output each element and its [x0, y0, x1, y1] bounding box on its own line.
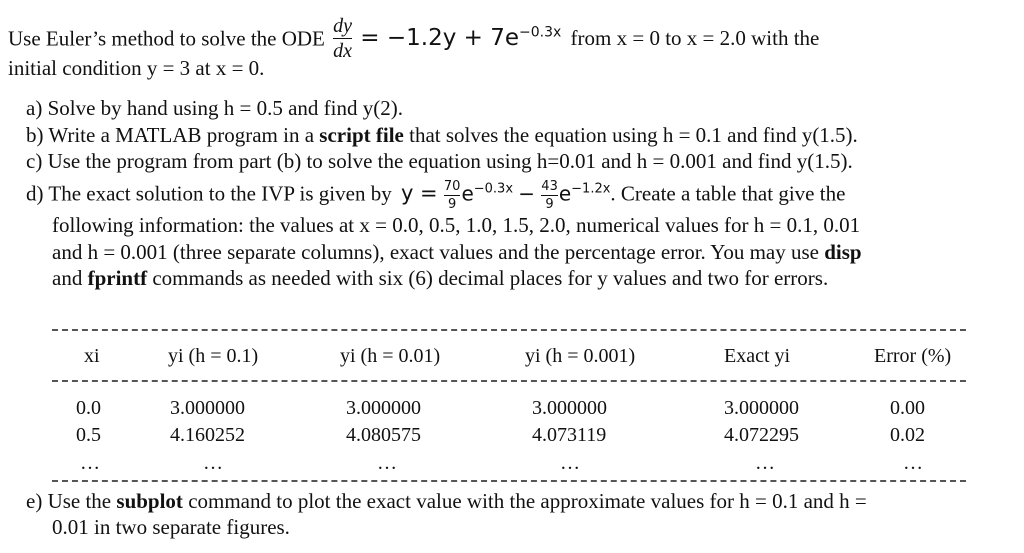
ode-rhs: = $-1.2y + 7e^{-0.3x}$: [360, 24, 562, 52]
intro-text: Use Euler’s method to solve the ODE: [8, 26, 325, 51]
table-cell: 4.072295: [724, 424, 799, 446]
fraction-70-9: $\frac{70}{9}$: [443, 179, 461, 212]
part-c: c) Use the program from part (b) to solve the equation using h=0.01 and h = 0.001 and find y(1.5).: [26, 149, 853, 173]
table-cell: …: [203, 452, 223, 474]
table-bottom-rule: [52, 480, 966, 482]
dx-denominator: dx: [333, 40, 353, 62]
col-header-xi: xi: [84, 345, 100, 367]
part-e-line-2: 0.01 in two separate figures.: [52, 515, 290, 539]
col-header-exact: Exact yi: [724, 345, 791, 367]
table-cell: 0.0: [76, 397, 101, 419]
table-cell: 4.073119: [532, 424, 607, 446]
table-cell: 3.000000: [170, 397, 245, 419]
fraction-43-9: $\frac{43}{9}$: [541, 179, 558, 212]
table-cell: 0.02: [890, 424, 925, 446]
col-header-h0001: yi (h = 0.001): [525, 345, 636, 367]
table-cell: …: [755, 452, 775, 474]
table-cell: …: [377, 452, 397, 474]
dy-numerator: dy: [333, 15, 353, 37]
table-cell: 4.160252: [170, 424, 245, 446]
table-cell: 0.5: [76, 424, 101, 446]
table-header-rule: [52, 380, 966, 382]
part-e-line-1: e) Use the subplot command to plot the exact value with the approximate values for h = 0.1 and h =: [26, 489, 867, 513]
intro-range: from x = 0 to x = 2.0 with the: [570, 26, 820, 51]
table-cell: 0.00: [890, 397, 925, 419]
part-a: a) Solve by hand using h = 0.5 and find y(2).: [26, 96, 403, 120]
table-cell: …: [903, 452, 923, 474]
part-d-line-1: d) The exact solution to the IVP is given by y = $\frac{70}{9}$ $e^{-0.3x}$ − $\frac{43}{9}$ $e^{-1.2x}$. Create a table that give the: [26, 179, 846, 212]
part-b: b) Write a MATLAB program in a script file that solves the equation using h = 0.1 and find y(1.5).: [26, 123, 858, 147]
table-cell: …: [560, 452, 580, 474]
table-cell: 3.000000: [532, 397, 607, 419]
table-cell: …: [80, 452, 100, 474]
part-d-line-4: and fprintf commands as needed with six (6) decimal places for y values and two for errors.: [52, 266, 829, 290]
dy-dx-fraction: [333, 16, 352, 61]
col-header-h01: yi (h = 0.1): [168, 345, 259, 367]
col-header-error: Error (%): [874, 345, 952, 367]
part-d-line-3: and h = 0.001 (three separate columns), exact values and the percentage error. You may use disp: [52, 240, 862, 264]
fraction-bar: [333, 38, 352, 39]
table-cell: 3.000000: [346, 397, 421, 419]
table-cell: 3.000000: [724, 397, 799, 419]
table-top-rule: [52, 329, 966, 331]
table-cell: 4.080575: [346, 424, 421, 446]
col-header-h001: yi (h = 0.01): [340, 345, 441, 367]
part-d-line-2: following information: the values at x = 0.0, 0.5, 1.0, 1.5, 2.0, numerical values for h = 0.1, 0.01: [52, 213, 861, 237]
intro-line-2: initial condition y = 3 at x = 0.: [8, 56, 265, 80]
